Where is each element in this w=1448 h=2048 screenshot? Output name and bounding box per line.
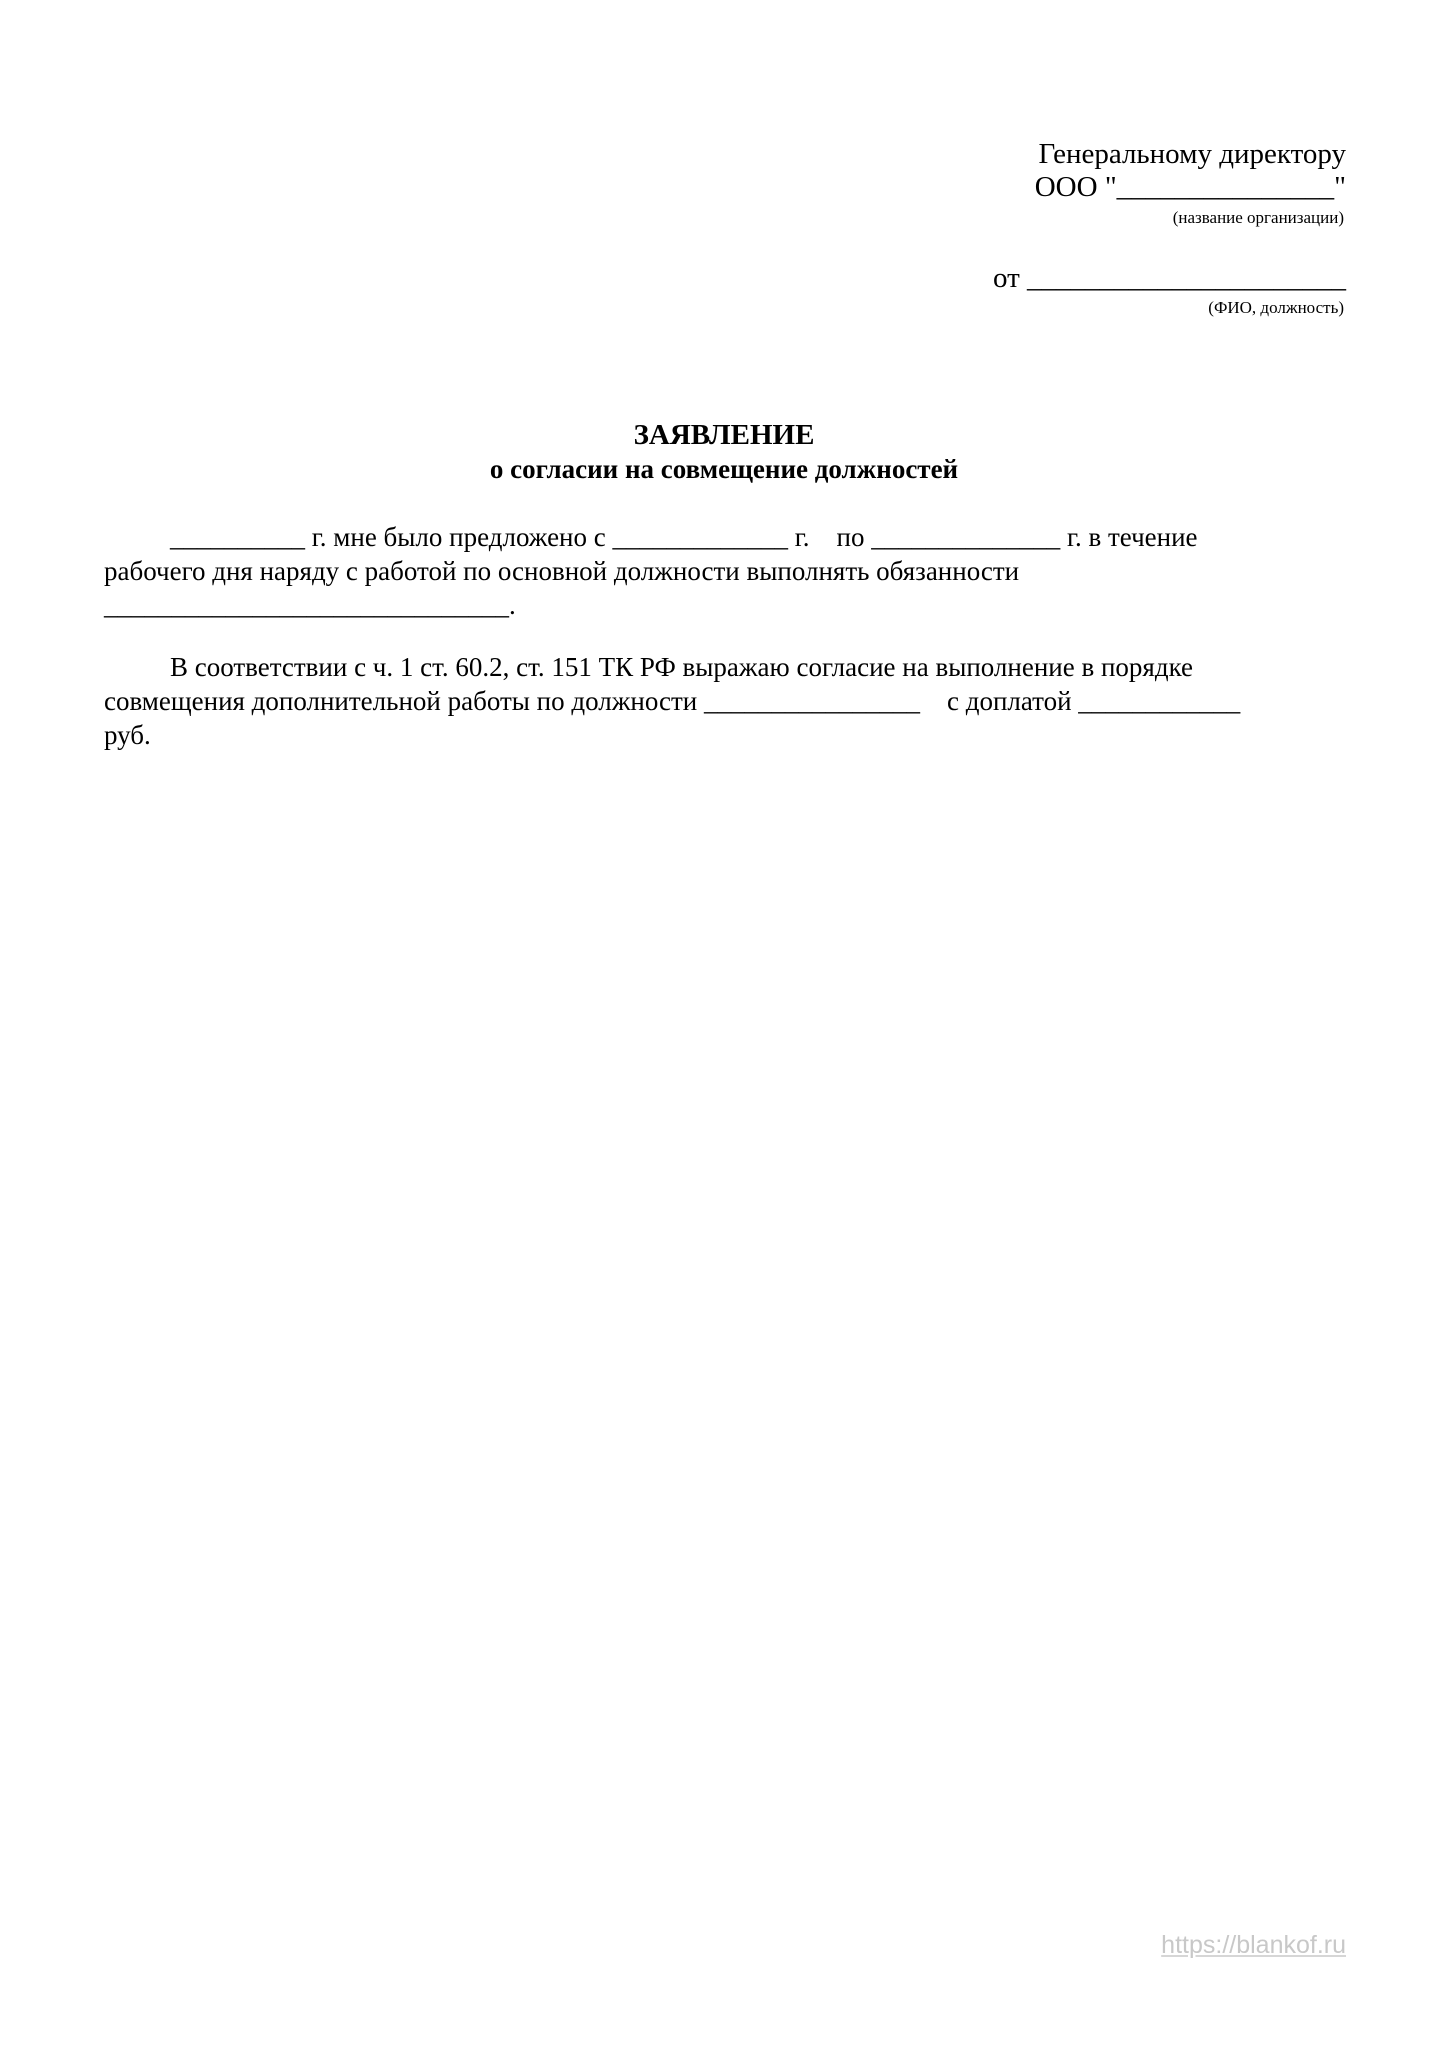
paragraph-offer-line-1: __________ г. мне было предложено с _____________ г. по ______________ г. в течение <box>170 522 1198 552</box>
addressee-position: Генеральному директору <box>1038 138 1346 170</box>
sender-block <box>826 262 1346 319</box>
paragraph-consent-line-1: В соответствии с ч. 1 ст. 60.2, ст. 151 ТК РФ выражаю согласие на выполнение в порядке <box>170 652 1194 682</box>
paragraph-offer <box>104 520 1344 622</box>
addressee-block <box>826 138 1346 229</box>
paragraph-offer-line-2: рабочего дня наряду с работой по основной должности выполнять обязанности <box>104 556 1020 586</box>
sender-line: от ______________________ <box>992 262 1346 294</box>
addressee-organization: ООО "_______________" <box>1034 171 1346 203</box>
paragraph-consent-line-3: руб. <box>104 720 151 750</box>
document-title <box>0 418 1448 486</box>
paragraph-consent-line-2: совмещения дополнительной работы по должности ________________ с доплатой ____________ <box>104 686 1241 716</box>
sender-hint: (ФИО, должность) <box>1208 298 1344 317</box>
paragraph-consent <box>104 650 1344 752</box>
watermark-link[interactable]: https://blankof.ru <box>1161 1931 1346 1959</box>
title-subtitle: о согласии на совмещение должностей <box>489 454 959 484</box>
paragraph-offer-line-3: ______________________________. <box>104 590 516 620</box>
title-main: ЗАЯВЛЕНИЕ <box>633 419 815 451</box>
organization-hint: (название организации) <box>1172 208 1344 227</box>
